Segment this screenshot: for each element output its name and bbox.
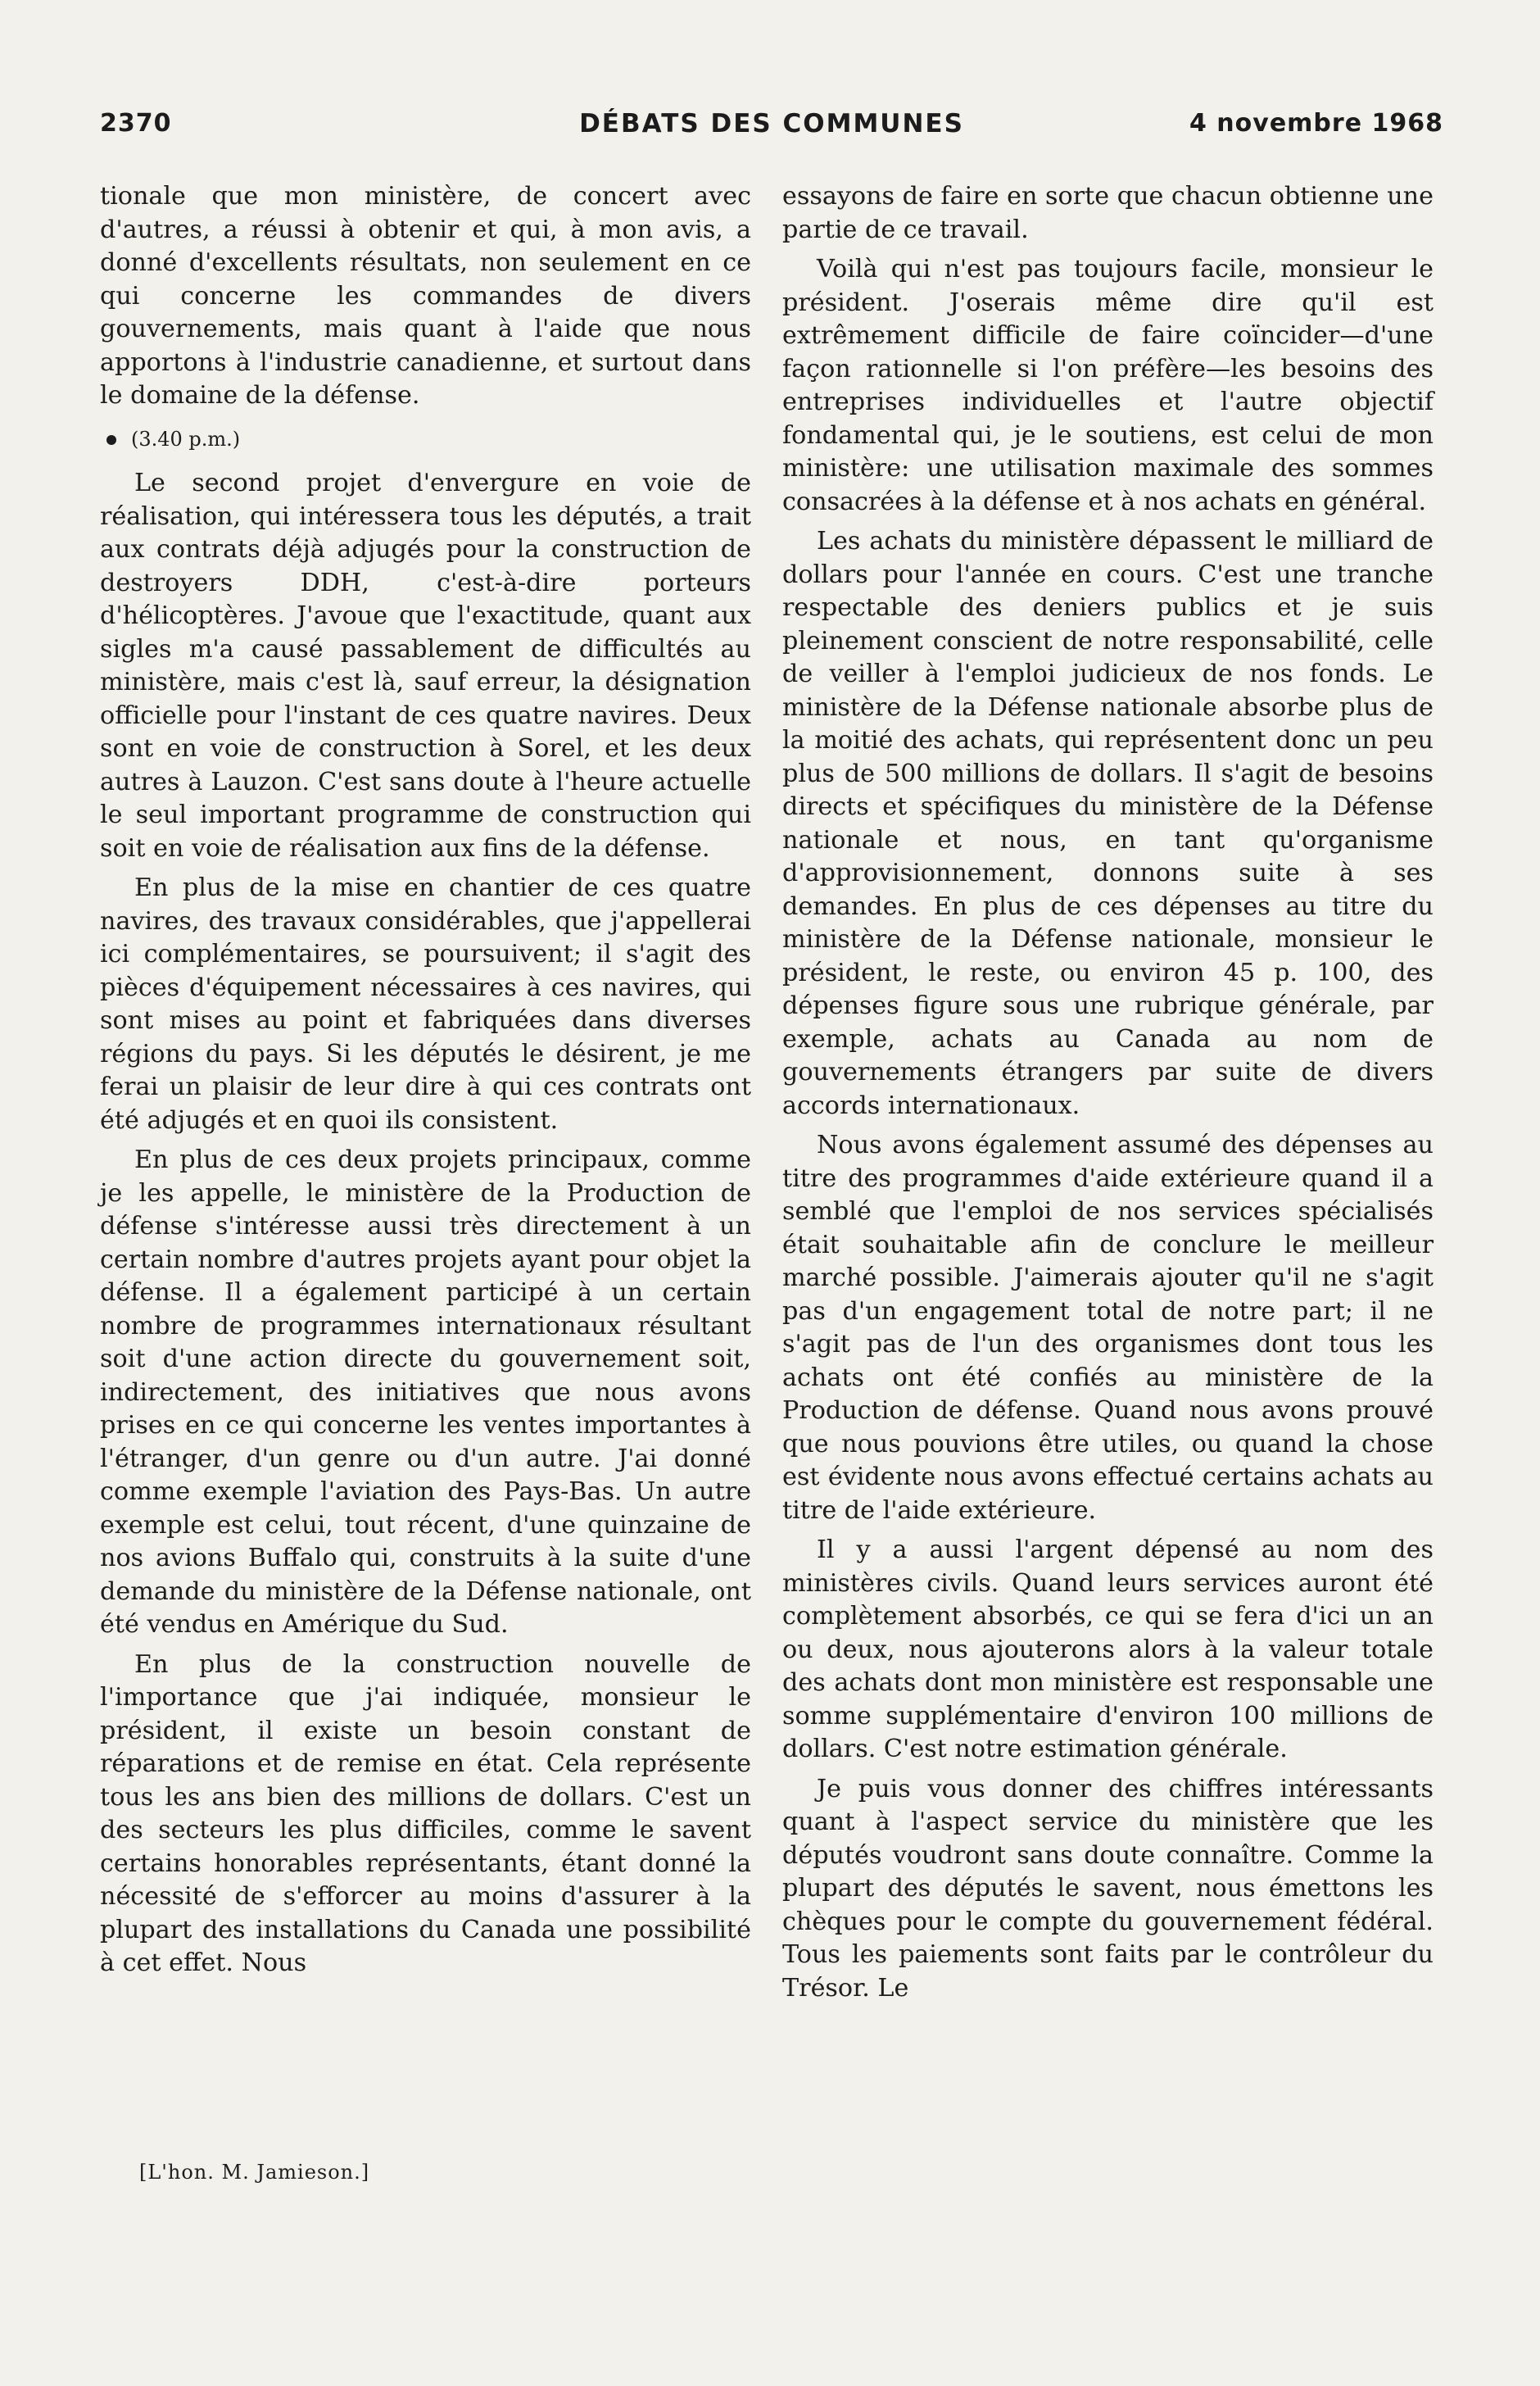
page-date: 4 novembre 1968 <box>1189 109 1443 138</box>
paragraph: En plus de la construction nouvelle de l'importance que j'ai indiquée, monsieur le président, il existe un besoin constant de réparations et de remise en état. Cela représente tous les ans bien des millions de dollars. C'est un des secteurs les plus difficiles, comme le savent certains honorables représentants, étant donné la nécessité de s'efforcer au moins d'assurer à la plupart des installations du Canada une possibilité à cet effet. Nous <box>100 1649 751 1977</box>
paragraph: En plus de ces deux projets principaux, comme je les appelle, le ministère de la Production de défense s'intéresse aussi très directement à un certain nombre d'autres projets ayant pour objet la défense. Il a également participé à un certain nombre de programmes internationaux résultant soit d'une action directe du gouvernement soit, indirectement, des initiatives que nous avons prises en ce qui concerne les ventes importantes à l'étranger, d'un genre ou d'un autre. J'ai donné comme exemple l'aviation des Pays-Bas. Un autre exemple est celui, tout récent, d'une quinzaine de nos avions Buffalo qui, construits à la suite d'une demande du ministère de la Défense nationale, ont été vendus en Amérique du Sud. <box>100 1145 751 1639</box>
paragraph: Il y a aussi l'argent dépensé au nom des ministères civils. Quand leurs services auront été complètement absorbés, ce qui se fera d'ici un an ou deux, nous ajouterons alors à la valeur totale des achats dont mon ministère est responsable une somme supplémentaire d'environ 100 millions de dollars. C'est notre estimation générale. <box>782 1535 1434 1763</box>
right-column <box>782 180 1434 2012</box>
time-marker <box>106 423 751 456</box>
paragraph: tionale que mon ministère, de concert avec d'autres, a réussi à obtenir et qui, à mon avis, a donné d'excellents résultats, non seulement en ce qui concerne les commandes de divers gouvernements, mais quant à l'aide que nous apportons à l'industrie canadienne, et surtout dans le domaine de la défense. <box>100 182 751 410</box>
paragraph: essayons de faire en sorte que chacun obtienne une partie de ce travail. <box>782 182 1434 244</box>
time-stamp: (3.40 p.m.) <box>131 427 241 451</box>
left-column <box>100 180 751 1987</box>
paragraph: Nous avons également assumé des dépenses au titre des programmes d'aide extérieure quand il a semblé que l'emploi de nos services spécialisés était souhaitable afin de conclure le meilleur marché possible. J'aimerais ajouter qu'il ne s'agit pas d'un engagement total de notre part; il ne s'agit pas de l'un des organismes dont tous les achats ont été confiés au ministère de la Production de défense. Quand nous avons prouvé que nous pouvions être utiles, ou quand la chose est évidente nous avons effectué certains achats au titre de l'aide extérieure. <box>782 1131 1434 1525</box>
paragraph: Les achats du ministère dépassent le milliard de dollars pour l'année en cours. C'est une tranche respectable des deniers publics et je suis pleinement conscient de notre responsabilité, celle de veiller à l'emploi judicieux de nos fonds. Le ministère de la Défense nationale absorbe plus de la moitié des achats, qui représentent donc un peu plus de 500 millions de dollars. Il s'agit de besoins directs et spécifiques du ministère de la Défense nationale et nous, en tant qu'organisme d'approvisionnement, donnons suite à ses demandes. En plus de ces dépenses au titre du ministère de la Défense nationale, monsieur le président, le reste, ou environ 45 p. 100, des dépenses figure sous une rubrique générale, par exemple, achats au Canada au nom de gouvernements étrangers par suite de divers accords internationaux. <box>782 527 1434 1120</box>
page-header <box>100 109 1443 145</box>
paragraph: Le second projet d'envergure en voie de réalisation, qui intéressera tous les députés, a trait aux contrats déjà adjugés pour la construction de destroyers DDH, c'est-à-dire porteurs d'hélicoptères. J'avoue que l'exactitude, quant aux sigles m'a causé passablement de difficultés au ministère, mais c'est là, sauf erreur, la désignation officielle pour l'instant de ces quatre navires. Deux sont en voie de construction à Sorel, et les deux autres à Lauzon. C'est sans doute à l'heure actuelle le seul important programme de construction qui soit en voie de réalisation aux fins de la défense. <box>100 469 751 863</box>
page-number: 2370 <box>100 109 172 138</box>
paragraph: En plus de la mise en chantier de ces quatre navires, des travaux considérables, que j'appellerai ici complémentaires, se poursuivent; il s'agit des pièces d'équipement nécessaires à ces navires, qui sont mises au point et fabriquées dans diverses régions du pays. Si les députés le désirent, je me ferai un plaisir de leur dire à qui ces contrats ont été adjugés et en quoi ils consistent. <box>100 873 751 1135</box>
bullet-icon <box>106 435 116 445</box>
publication-title: DÉBATS DES COMMUNES <box>579 109 964 138</box>
speaker-attribution: [L'hon. M. Jamieson.] <box>139 2161 370 2184</box>
paragraph: Voilà qui n'est pas toujours facile, monsieur le président. J'oserais même dire qu'il est extrêmement difficile de faire coïncider—d'une façon rationnelle si l'on préfère—les besoins des entreprises individuelles et l'autre objectif fondamental qui, je le soutiens, est celui de mon ministère: une utilisation maximale des sommes consacrées à la défense et à nos achats en général. <box>782 255 1434 516</box>
paragraph: Je puis vous donner des chiffres intéressants quant à l'aspect service du ministère que les députés voudront sans doute connaître. Comme la plupart des députés le savent, nous émettons les chèques pour le compte du gouvernement fédéral. Tous les paiements sont faits par le contrôleur du Trésor. Le <box>782 1774 1434 2003</box>
